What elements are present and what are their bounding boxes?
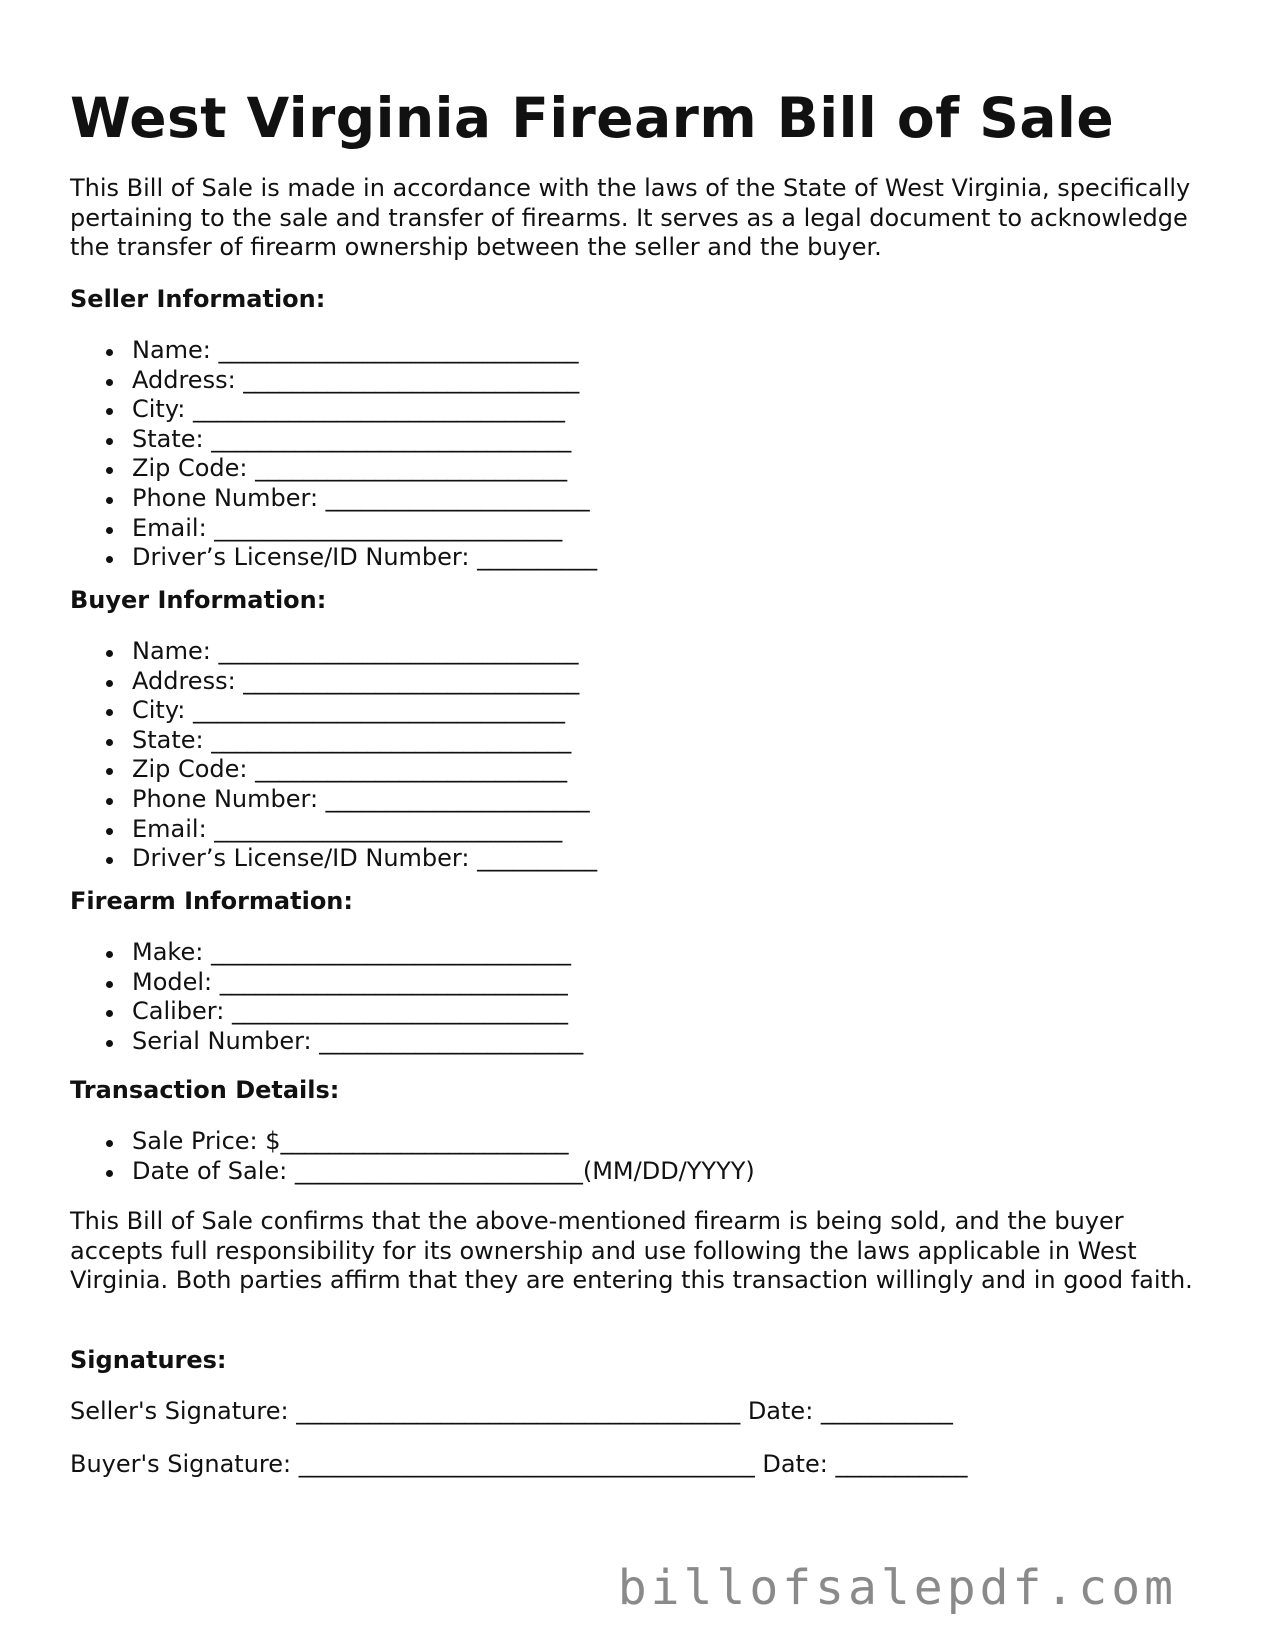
transaction-field-list	[70, 1127, 755, 1186]
document-title: West Virginia Firearm Bill of Sale	[70, 86, 1115, 150]
watermark-logo: billofsalepdf.com	[617, 1560, 1177, 1616]
buyer-signature-line: Buyer's Signature: ______________________________________ Date: ___________	[70, 1450, 968, 1478]
buyer-city-field: City: _______________________________	[70, 696, 597, 726]
buyer-field-list	[70, 637, 597, 874]
seller-name-field: Name: ______________________________	[70, 336, 597, 366]
sale-price-field: Sale Price: $________________________	[70, 1127, 755, 1157]
firearm-field-list	[70, 938, 583, 1056]
seller-signature-line: Seller's Signature: _____________________________________ Date: ___________	[70, 1397, 953, 1425]
seller-email-field: Email: _____________________________	[70, 514, 597, 544]
buyer-name-field: Name: ______________________________	[70, 637, 597, 667]
signatures-section-heading: Signatures:	[70, 1346, 227, 1374]
seller-zip-field: Zip Code: __________________________	[70, 454, 597, 484]
seller-phone-field: Phone Number: ______________________	[70, 484, 597, 514]
buyer-email-field: Email: _____________________________	[70, 815, 597, 845]
seller-state-field: State: ______________________________	[70, 425, 597, 455]
intro-paragraph: This Bill of Sale is made in accordance with the laws of the State of West Virginia, specifically pertaining to the sale and transfer of firearms. It serves as a legal document to acknowledge the transfer of firearm ownership between the seller and the buyer.	[70, 174, 1191, 261]
sale-date-field: Date of Sale: ________________________(MM/DD/YYYY)	[70, 1157, 755, 1187]
seller-license-field: Driver’s License/ID Number: __________	[70, 543, 597, 573]
firearm-caliber-field: Caliber: ____________________________	[70, 997, 583, 1027]
buyer-phone-field: Phone Number: ______________________	[70, 785, 597, 815]
seller-section-heading: Seller Information:	[70, 285, 326, 313]
transaction-section-heading: Transaction Details:	[70, 1076, 340, 1104]
buyer-section-heading: Buyer Information:	[70, 586, 327, 614]
buyer-address-field: Address: ____________________________	[70, 667, 597, 697]
seller-city-field: City: _______________________________	[70, 395, 597, 425]
seller-field-list	[70, 336, 597, 573]
firearm-make-field: Make: ______________________________	[70, 938, 583, 968]
buyer-zip-field: Zip Code: __________________________	[70, 755, 597, 785]
confirmation-paragraph: This Bill of Sale confirms that the above-mentioned firearm is being sold, and the buyer accepts full responsibility for its ownership and use following the laws applicable in West Virginia. Both parties affirm that they are entering this transaction willingly and in good faith.	[70, 1207, 1193, 1294]
firearm-section-heading: Firearm Information:	[70, 887, 353, 915]
buyer-license-field: Driver’s License/ID Number: __________	[70, 844, 597, 874]
firearm-serial-field: Serial Number: ______________________	[70, 1027, 583, 1057]
buyer-state-field: State: ______________________________	[70, 726, 597, 756]
firearm-model-field: Model: _____________________________	[70, 968, 583, 998]
seller-address-field: Address: ____________________________	[70, 366, 597, 396]
